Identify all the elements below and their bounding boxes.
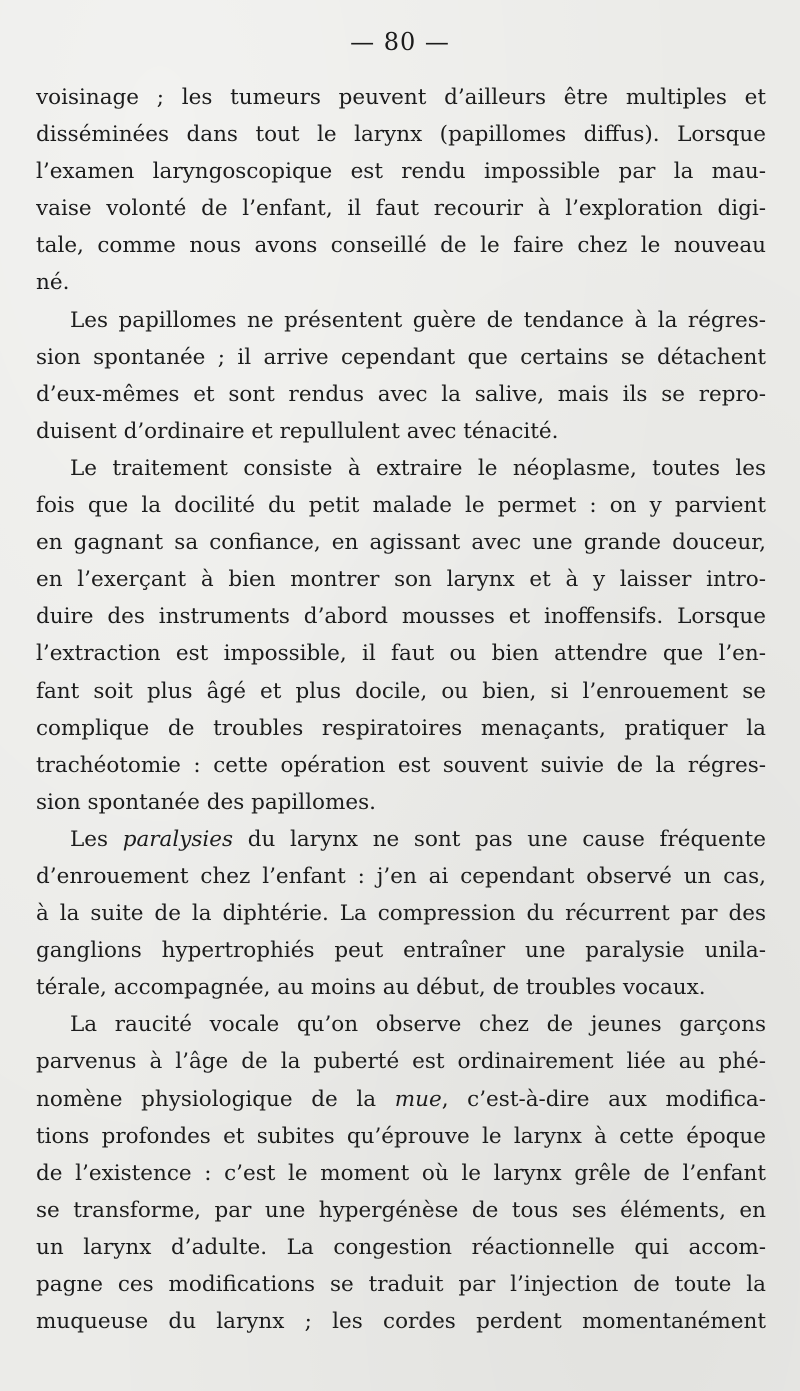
text-line: tions profondes et subites qu’éprouve le larynx à cette époque <box>36 1123 766 1149</box>
text-line: en l’exerçant à bien montrer son larynx et à y laisser intro- <box>36 567 766 593</box>
text-line: complique de troubles respiratoires menaçants, pratiquer la <box>36 715 766 741</box>
italic-term: paralysies <box>122 826 234 852</box>
body-text <box>36 79 766 1340</box>
text-line: l’examen laryngoscopique est rendu impossible par la mau- <box>36 159 766 185</box>
text-line: disséminées dans tout le larynx (papillomes diffus). Lorsque <box>36 122 766 148</box>
text-line: duisent d’ordinaire et repullulent avec ténacité. <box>36 418 559 444</box>
text-line: à la suite de la diphtérie. La compression du récurrent par des <box>36 901 766 927</box>
text-line: fois que la docilité du petit malade le permet : on y parvient <box>36 493 766 519</box>
text-line: muqueuse du larynx ; les cordes perdent momentanément <box>36 1309 766 1335</box>
text-line: Les paralysies du larynx ne sont pas une cause fréquente <box>70 826 766 852</box>
text-line: térale, accompagnée, au moins au début, de troubles vocaux. <box>36 975 706 1001</box>
text-line: un larynx d’adulte. La congestion réactionnelle qui accom- <box>36 1234 766 1260</box>
text-line: de l’existence : c’est le moment où le larynx grêle de l’enfant <box>36 1160 766 1186</box>
text-line: vaise volonté de l’enfant, il faut recourir à l’exploration digi- <box>36 196 766 222</box>
text-line: parvenus à l’âge de la puberté est ordinairement liée au phé- <box>36 1049 766 1075</box>
italic-term: mue <box>394 1086 442 1112</box>
text-line: trachéotomie : cette opération est souvent suivie de la régres- <box>36 752 766 778</box>
text-line: voisinage ; les tumeurs peuvent d’ailleurs être multiples et <box>36 85 766 110</box>
text-line: d’eux-mêmes et sont rendus avec la salive, mais ils se repro- <box>36 381 766 407</box>
text-line: La raucité vocale qu’on observe chez de jeunes garçons <box>70 1012 766 1038</box>
text-line: né. <box>36 270 70 296</box>
page-number: — 80 — <box>350 28 450 56</box>
text-line: d’enrouement chez l’enfant : j’en ai cependant observé un cas, <box>36 863 766 889</box>
text-line: Les papillomes ne présentent guère de tendance à la régres- <box>70 307 766 333</box>
text-line: Le traitement consiste à extraire le néoplasme, toutes les <box>70 455 766 481</box>
text-line: pagne ces modifications se traduit par l’injection de toute la <box>36 1272 766 1297</box>
text-line: ganglions hypertrophiés peut entraîner une paralysie unila- <box>36 938 766 964</box>
text-line: en gagnant sa confiance, en agissant avec une grande douceur, <box>36 530 766 556</box>
text-line: duire des instruments d’abord mousses et inoffensifs. Lorsque <box>36 604 766 630</box>
text-line: nomène physiologique de la mue, c’est-à-dire aux modifica- <box>36 1086 766 1112</box>
text-line: se transforme, par une hypergénèse de tous ses éléments, en <box>36 1197 766 1223</box>
text-line: sion spontanée ; il arrive cependant que certains se détachent <box>36 344 766 370</box>
text-line: tale, comme nous avons conseillé de le faire chez le nouveau <box>36 233 766 259</box>
text-line: sion spontanée des papillomes. <box>36 789 376 815</box>
text-line: l’extraction est impossible, il faut ou bien attendre que l’en- <box>36 641 766 667</box>
text-line: fant soit plus âgé et plus docile, ou bien, si l’enrouement se <box>36 678 766 704</box>
